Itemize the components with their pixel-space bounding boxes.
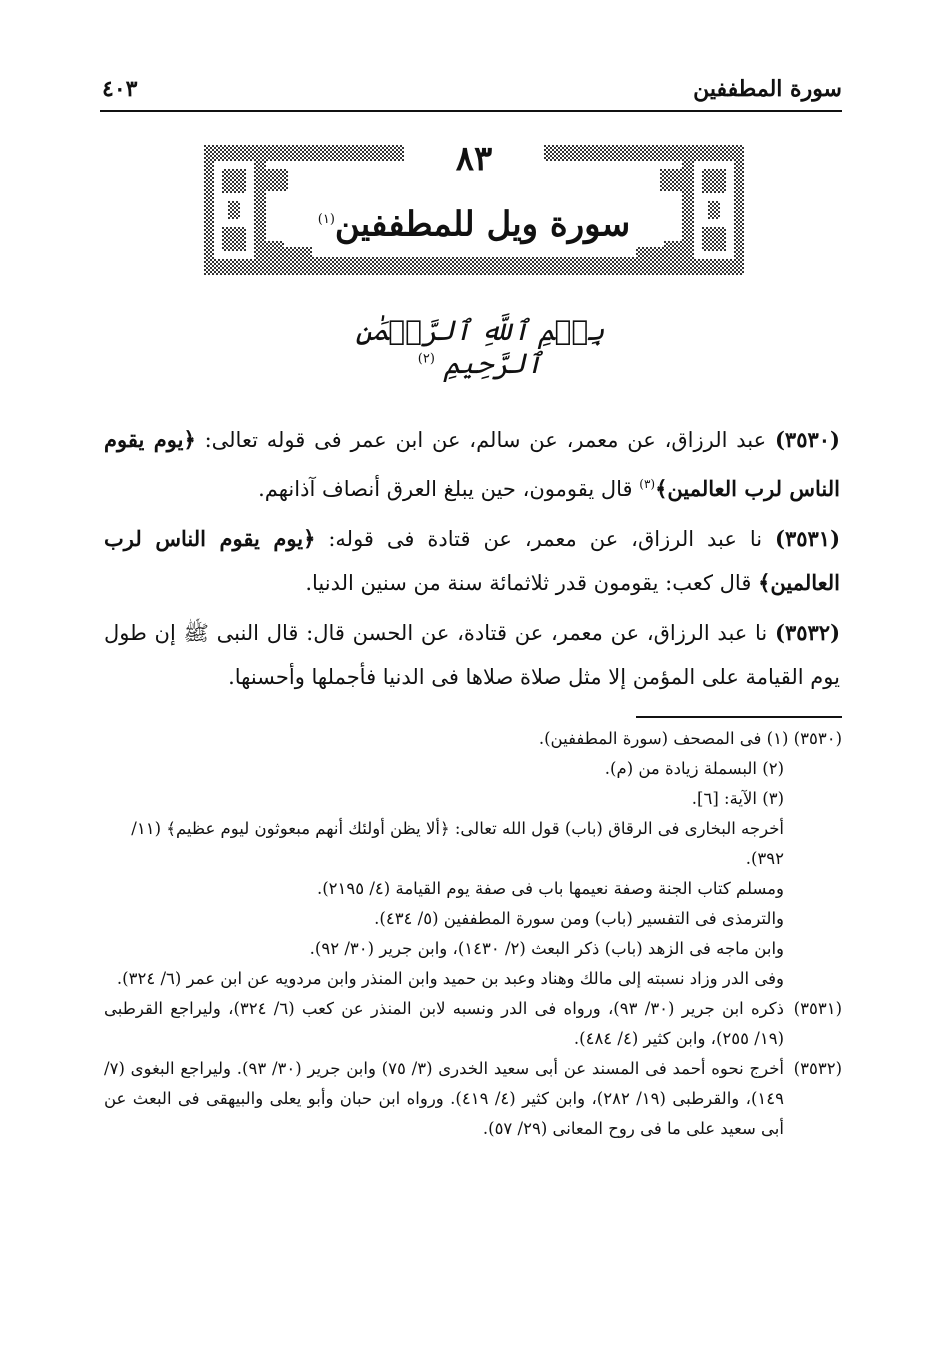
hadith-text: نا عبد الرزاق، عن معمر، عن قتادة فى قوله: — [315, 527, 775, 551]
footnote-divider — [636, 716, 842, 718]
surah-name-text: سورة ويل للمطففين — [334, 204, 631, 245]
running-title: سورة المطففين — [693, 76, 842, 102]
hadith-text: عبد الرزاق، عن معمر، عن سالم، عن ابن عمر فى قوله تعالى: — [195, 428, 775, 452]
main-text — [104, 418, 840, 705]
page-number: ٤٠٣ — [102, 76, 138, 102]
footnote-3530-source: وابن ماجه فى الزهد (باب) ذكر البعث (٢/ ١٤٣٠)، وابن جرير (٣٠/ ٩٢). — [309, 939, 784, 958]
footnote-3531 — [104, 994, 842, 1054]
surah-name — [284, 197, 664, 247]
basmala — [330, 314, 630, 380]
footnote-3530-source: والترمذى فى التفسير (باب) ومن سورة المطففين (٥/ ٤٣٤). — [374, 909, 784, 928]
footnote-3530-source: أخرجه البخارى فى الرقاق (باب) قول الله تعالى: ﴿ألا يظن أولئك أنهم مبعوثون ليوم عظيم﴾ (١١/ ٣٩٢). — [131, 819, 784, 868]
hadith-text-end: قال يقومون، حين يبلغ العرق أنصاف آذانهم. — [258, 477, 640, 501]
footnote-3530-2: (٢) البسملة زيادة من (م). — [604, 759, 784, 778]
surah-number: ٨٣ — [404, 139, 544, 179]
hadith-number: (٣٥٣٠) — [774, 427, 840, 452]
footnote-3530-3: (٣) الآية: [٦]. — [691, 789, 784, 808]
surah-name-footnote-ref: (١) — [317, 212, 335, 227]
footnotes — [104, 724, 842, 1144]
quran-quote: ﴿يوم يقوم الناس لرب العالمين﴾ — [104, 526, 840, 595]
hadith-3532 — [104, 611, 840, 699]
footnote-text: أخرج نحوه أحمد فى المسند عن أبى سعيد الخدرى (٣/ ٧٥) وابن جرير (٣٠/ ٩٣). وليراجع البغوى (٧/ ١٤٩)، والقرطبى (١٩/ ٢٨٢)، وابن كثير (٤/ ٤١٩). ورواه ابن حبان وأبو يعلى والبيهقى فى البعث عن أبى سعيد على ما فى روح المعانى (٢٩/ ٥٧). — [104, 1059, 784, 1138]
footnote-3530-source: ومسلم كتاب الجنة وصفة نعيمها باب فى صفة يوم القيامة (٤/ ٢١٩٥). — [316, 879, 784, 898]
basmala-text: بِسۡمِ ٱللَّهِ ٱلرَّحۡمَٰنِ ٱلرَّحِيمِ — [355, 314, 605, 380]
hadith-3530 — [104, 418, 840, 511]
footnote-text: ذكره ابن جرير (٣٠/ ٩٣)، ورواه فى الدر ونسبه لابن المنذر عن كعب (٦/ ٣٢٤)، وليراجع القرطبى (١٩/ ٢٥٥)، وابن كثير (٤/ ٤٨٤). — [104, 999, 784, 1048]
quran-quote: ﴿يوم يقوم الناس لرب العالمين﴾ — [104, 427, 840, 501]
hadith-number: (٣٥٣٢) — [775, 620, 840, 645]
hadith-number: (٣٥٣١) — [775, 526, 840, 551]
hadith-text-end: قال كعب: يقومون قدر ثلاثمائة سنة من سنين الدنيا. — [305, 571, 759, 595]
footnote-3530-1: (٣٥٣٠) (١) فى المصحف (سورة المطففين). — [538, 729, 842, 748]
footnote-3532 — [104, 1054, 842, 1144]
footnote-key: (٣٥٣١) — [793, 999, 842, 1018]
hadith-text: نا عبد الرزاق، عن معمر، عن قتادة، عن الحسن قال: قال النبى ﷺ إن طول يوم القيامة على المؤمن إلا مثل صلاة صلاها فى الدنيا فأجملها وأحسنها. — [104, 621, 840, 689]
footnote-ref: (٣) — [639, 477, 656, 491]
basmala-footnote-ref: (٢) — [417, 351, 435, 367]
hadith-3531 — [104, 517, 840, 605]
footnote-key: (٣٥٣٢) — [793, 1059, 842, 1078]
surah-title-frame — [204, 139, 744, 275]
running-header — [100, 68, 842, 112]
footnote-3530-source: وفى الدر وزاد نسبته إلى مالك وهناد وعبد بن حميد وابن المنذر وابن مردويه عن ابن عمر (٦/ ٣٢٤). — [116, 969, 784, 988]
